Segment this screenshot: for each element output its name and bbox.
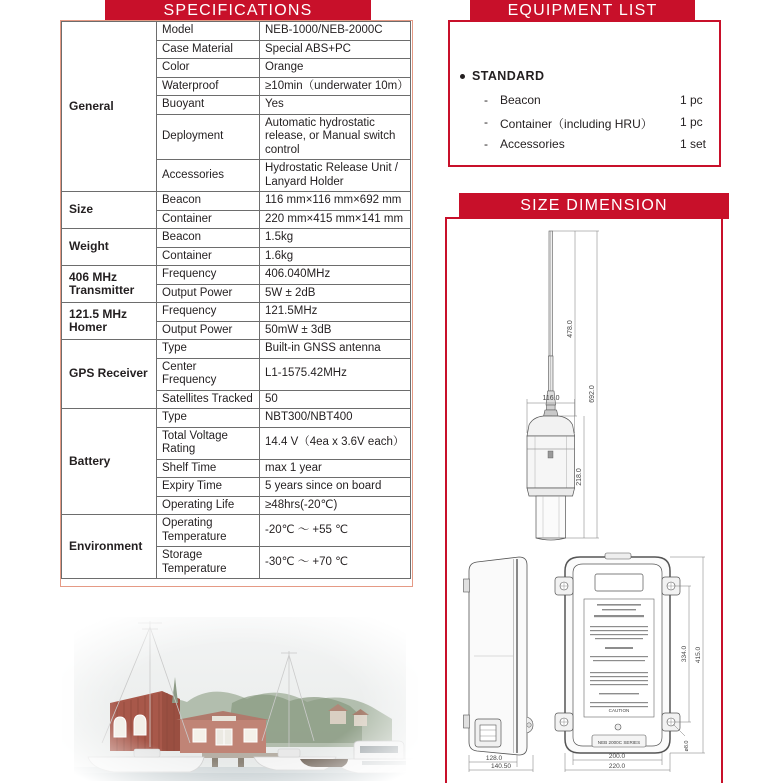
spec-value: 116 mm×116 mm×692 mm	[260, 192, 411, 211]
equipment-item-qty: 1 pc	[680, 93, 703, 107]
dash-icon: -	[484, 115, 488, 129]
spec-param-label: Total Voltage Rating	[157, 427, 260, 459]
dim-body-height: 218.0	[576, 468, 583, 486]
spec-group-label: GPS Receiver	[62, 340, 157, 409]
spec-value: 50mW ± 3dB	[260, 321, 411, 340]
dim-front-outer: 220.0	[608, 763, 626, 770]
spec-value: max 1 year	[260, 459, 411, 478]
spec-value: Hydrostatic Release Unit / Lanyard Holder	[260, 160, 411, 192]
spec-param-label: Beacon	[157, 229, 260, 248]
spec-value: 1.6kg	[260, 247, 411, 266]
spec-param-label: Container	[157, 210, 260, 229]
spec-param-label: Model	[157, 22, 260, 41]
label-model-text: NEB 2000C SERIES	[597, 740, 641, 745]
equipment-item-name: Beacon	[500, 93, 541, 107]
spec-value: 220 mm×415 mm×141 mm	[260, 210, 411, 229]
size-dimension-panel	[445, 217, 723, 783]
spec-value: 406.040MHz	[260, 266, 411, 285]
spec-value: 5 years since on board	[260, 478, 411, 497]
spec-value: ≥48hrs(-20℃)	[260, 496, 411, 515]
spec-group-label: 121.5 MHz Homer	[62, 303, 157, 340]
spec-group-label: Battery	[62, 409, 157, 515]
spec-param-label: Frequency	[157, 303, 260, 322]
spec-param-label: Type	[157, 340, 260, 359]
spec-group-label: General	[62, 22, 157, 192]
spec-value: ≥10min（underwater 10m）	[260, 77, 411, 96]
dim-side-inner: 128.0	[485, 755, 503, 762]
spec-param-label: Output Power	[157, 284, 260, 303]
spec-param-label: Color	[157, 59, 260, 78]
dash-icon: -	[484, 137, 488, 151]
dim-antenna-height: 478.0	[567, 320, 574, 338]
spec-value: Automatic hydrostatic release, or Manual switch control	[260, 114, 411, 160]
dash-icon: -	[484, 93, 488, 107]
dim-side-outer: 140.50	[491, 763, 511, 770]
table-row	[62, 229, 411, 248]
dim-hole-dia: ø8.0	[684, 740, 690, 752]
equipment-list-banner: EQUIPMENT LIST	[470, 0, 695, 21]
marina-photo	[62, 607, 418, 781]
spec-param-label: Accessories	[157, 160, 260, 192]
equipment-item-name: Container（including HRU）	[500, 117, 653, 131]
spec-value: -20℃ ～ +55 ℃	[260, 515, 411, 547]
spec-group-label: Environment	[62, 515, 157, 579]
dimension-drawings	[447, 219, 717, 779]
table-row	[62, 409, 411, 428]
spec-param-label: Waterproof	[157, 77, 260, 96]
spec-value: Orange	[260, 59, 411, 78]
spec-param-label: Buoyant	[157, 96, 260, 115]
table-row	[62, 515, 411, 547]
equipment-item-qty: 1 pc	[680, 115, 703, 129]
specifications-table	[61, 21, 411, 579]
spec-value: Built-in GNSS antenna	[260, 340, 411, 359]
spec-param-label: Storage Temperature	[157, 547, 260, 579]
spec-param-label: Output Power	[157, 321, 260, 340]
spec-value: 5W ± 2dB	[260, 284, 411, 303]
dim-container-height: 415.0	[695, 646, 702, 664]
dim-total-height: 692.0	[589, 385, 596, 403]
spec-value: 14.4 V（4ea x 3.6V each）	[260, 427, 411, 459]
spec-param-label: Case Material	[157, 40, 260, 59]
table-row	[62, 266, 411, 285]
bullet-icon	[460, 74, 465, 79]
size-dimension-banner: SIZE DIMENSION	[459, 193, 729, 219]
spec-value: Special ABS+PC	[260, 40, 411, 59]
spec-value: 121.5MHz	[260, 303, 411, 322]
spec-group-label: Weight	[62, 229, 157, 266]
table-row	[62, 340, 411, 359]
spec-value: 1.5kg	[260, 229, 411, 248]
dim-body-width: 116.0	[542, 395, 560, 402]
spec-value: Yes	[260, 96, 411, 115]
spec-param-label: Operating Temperature	[157, 515, 260, 547]
equipment-item-name: Accessories	[500, 137, 565, 151]
label-caution-text: CAUTION	[608, 708, 630, 713]
spec-value: NEB-1000/NEB-2000C	[260, 22, 411, 41]
equipment-item-qty: 1 set	[680, 137, 707, 151]
spec-value: L1-1575.42MHz	[260, 358, 411, 390]
spec-param-label: Satellites Tracked	[157, 390, 260, 409]
spec-group-label: 406 MHz Transmitter	[62, 266, 157, 303]
table-row	[62, 192, 411, 211]
spec-param-label: Expiry Time	[157, 478, 260, 497]
dim-mount-span: 334.0	[681, 645, 688, 663]
specifications-banner: SPECIFICATIONS	[105, 0, 371, 21]
spec-param-label: Beacon	[157, 192, 260, 211]
table-row	[62, 303, 411, 322]
spec-value: -30℃ ～ +70 ℃	[260, 547, 411, 579]
spec-param-label: Frequency	[157, 266, 260, 285]
spec-group-label: Size	[62, 192, 157, 229]
spec-param-label: Shelf Time	[157, 459, 260, 478]
table-row	[62, 22, 411, 41]
spec-param-label: Operating Life	[157, 496, 260, 515]
equipment-list-panel	[448, 20, 721, 167]
equipment-category-label: STANDARD	[472, 69, 545, 83]
dim-front-inner: 200.0	[608, 753, 626, 760]
spec-param-label: Center Frequency	[157, 358, 260, 390]
spec-param-label: Type	[157, 409, 260, 428]
spec-value: NBT300/NBT400	[260, 409, 411, 428]
spec-param-label: Deployment	[157, 114, 260, 160]
spec-param-label: Container	[157, 247, 260, 266]
spec-value: 50	[260, 390, 411, 409]
